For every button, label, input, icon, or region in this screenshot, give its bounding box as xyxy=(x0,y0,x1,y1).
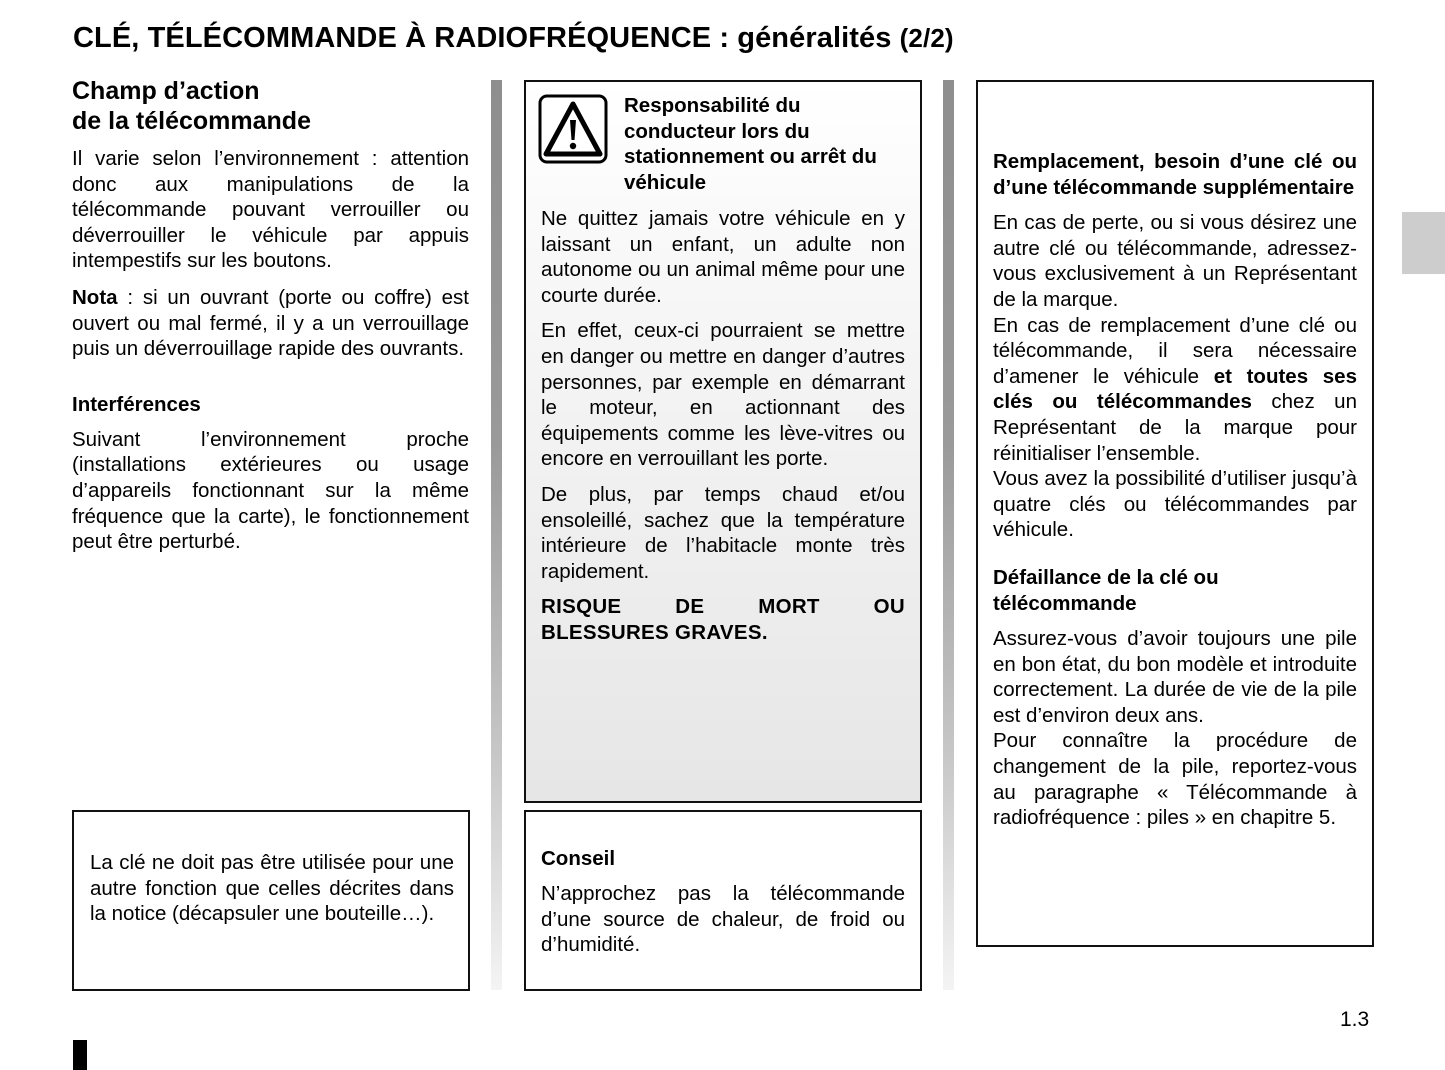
chapter-tab xyxy=(1402,212,1445,274)
page-title xyxy=(73,22,954,55)
nota-paragraph xyxy=(72,285,469,362)
page-title-main: CLÉ, TÉLÉCOMMANDE À RADIOFRÉQUENCE : généralités xyxy=(73,22,892,54)
warning-paragraph-3: De plus, par temps chaud et/ou ensoleillé, sachez que la température intérieure de l’habitacle monte très rapidement. xyxy=(541,482,905,583)
failure-paragraph-2: Pour connaître la procédure de changement de la pile, reportez-vous au paragraphe « Télécommande à radiofréquence : piles » en chapitre 5. xyxy=(993,729,1357,830)
range-paragraph: Il varie selon l’environnement : attention donc aux manipulations de la télécommande pouvant verrouiller ou déverrouiller le véhicule par appuis intempestifs sur les boutons. xyxy=(72,147,469,273)
column-separator-1 xyxy=(491,80,502,990)
replacement-paragraph-2-end: chez un Représentant de la marque pour réinitialiser l’ensemble. xyxy=(993,390,1357,465)
advice-box xyxy=(524,810,922,991)
warning-body xyxy=(541,206,905,646)
replacement-box xyxy=(976,80,1374,947)
page-title-suffix: (2/2) xyxy=(899,23,954,53)
nota-label: Nota xyxy=(72,285,118,309)
replacement-paragraph-3: Vous avez la possibilité d’utiliser jusqu’à quatre clés ou télécommandes par véhicule. xyxy=(993,467,1357,542)
heading-line-1: Champ d’action xyxy=(72,77,260,105)
replacement-paragraph-2-start: En cas de remplacement d’une clé ou télécommande, il sera nécessaire d’amener le véhicule xyxy=(993,313,1357,388)
warning-triangle-icon xyxy=(538,94,608,164)
failure-paragraph-1: Assurez-vous d’avoir toujours une pile en bon état, du bon modèle et introduite correctement. La durée de vie de la pile est d’environ deux ans. xyxy=(993,627,1357,727)
warning-title: Responsabilité du conducteur lors du stationnement ou arrêt du véhicule xyxy=(624,94,877,194)
warning-box xyxy=(524,80,922,803)
advice-heading: Conseil xyxy=(541,847,616,870)
page-corner-mark xyxy=(73,1040,87,1070)
replacement-heading: Remplacement, besoin d’une clé ou d’une télécommande supplémentaire xyxy=(993,150,1357,199)
interferences-heading: Interférences xyxy=(72,392,201,416)
column-separator-2 xyxy=(943,80,954,990)
page-number: 1.3 xyxy=(1340,1008,1370,1031)
failure-heading: Défaillance de la clé ou télécommande xyxy=(993,565,1219,615)
risk-word: DE xyxy=(675,595,705,619)
heading-line-2: de la télécommande xyxy=(72,107,311,135)
risk-statement xyxy=(541,594,905,645)
warning-paragraph-2: En effet, ceux-ci pourraient se mettre en danger ou mettre en danger d’autres personnes, par exemple en démarrant le moteur, en actionnant des équipements comme les lève-vitres ou encore en verrouillant les porte. xyxy=(541,319,905,471)
replacement-paragraph-2-bold: et toutes ses clés ou télécommandes xyxy=(993,364,1357,414)
warning-paragraph-1: Ne quittez jamais votre véhicule en y laissant un enfant, un adulte non autonome ou un animal même pour une courte durée. xyxy=(541,207,905,307)
interferences-paragraph: Suivant l’environnement proche (installations extérieures ou usage d’appareils fonctionnant sur la même fréquence que la carte), le fonctionnement peut être perturbé. xyxy=(72,427,469,554)
left-column xyxy=(72,76,469,555)
risk-word: RISQUE xyxy=(541,595,622,619)
replacement-paragraph-2 xyxy=(993,313,1357,467)
replacement-paragraph-1: En cas de perte, ou si vous désirez une autre clé ou télécommande, adressez-vous exclusivement à un Représentant de la marque. xyxy=(993,211,1357,311)
section-heading-range xyxy=(72,76,469,136)
key-usage-note-text: La clé ne doit pas être utilisée pour une autre fonction que celles décrites dans la notice (décapsuler une bouteille…). xyxy=(90,851,454,926)
risk-word: MORT xyxy=(758,595,820,619)
risk-line-2: BLESSURES GRAVES. xyxy=(541,620,768,644)
risk-line-1 xyxy=(541,594,905,620)
advice-text: N’approchez pas la télécommande d’une source de chaleur, de froid ou d’humidité. xyxy=(541,882,905,957)
risk-word: OU xyxy=(873,595,905,619)
key-usage-note-box xyxy=(72,810,470,991)
nota-text: : si un ouvrant (porte ou coffre) est ouvert ou mal fermé, il y a un verrouillage puis un déverrouillage rapide des ouvrants. xyxy=(72,285,469,361)
